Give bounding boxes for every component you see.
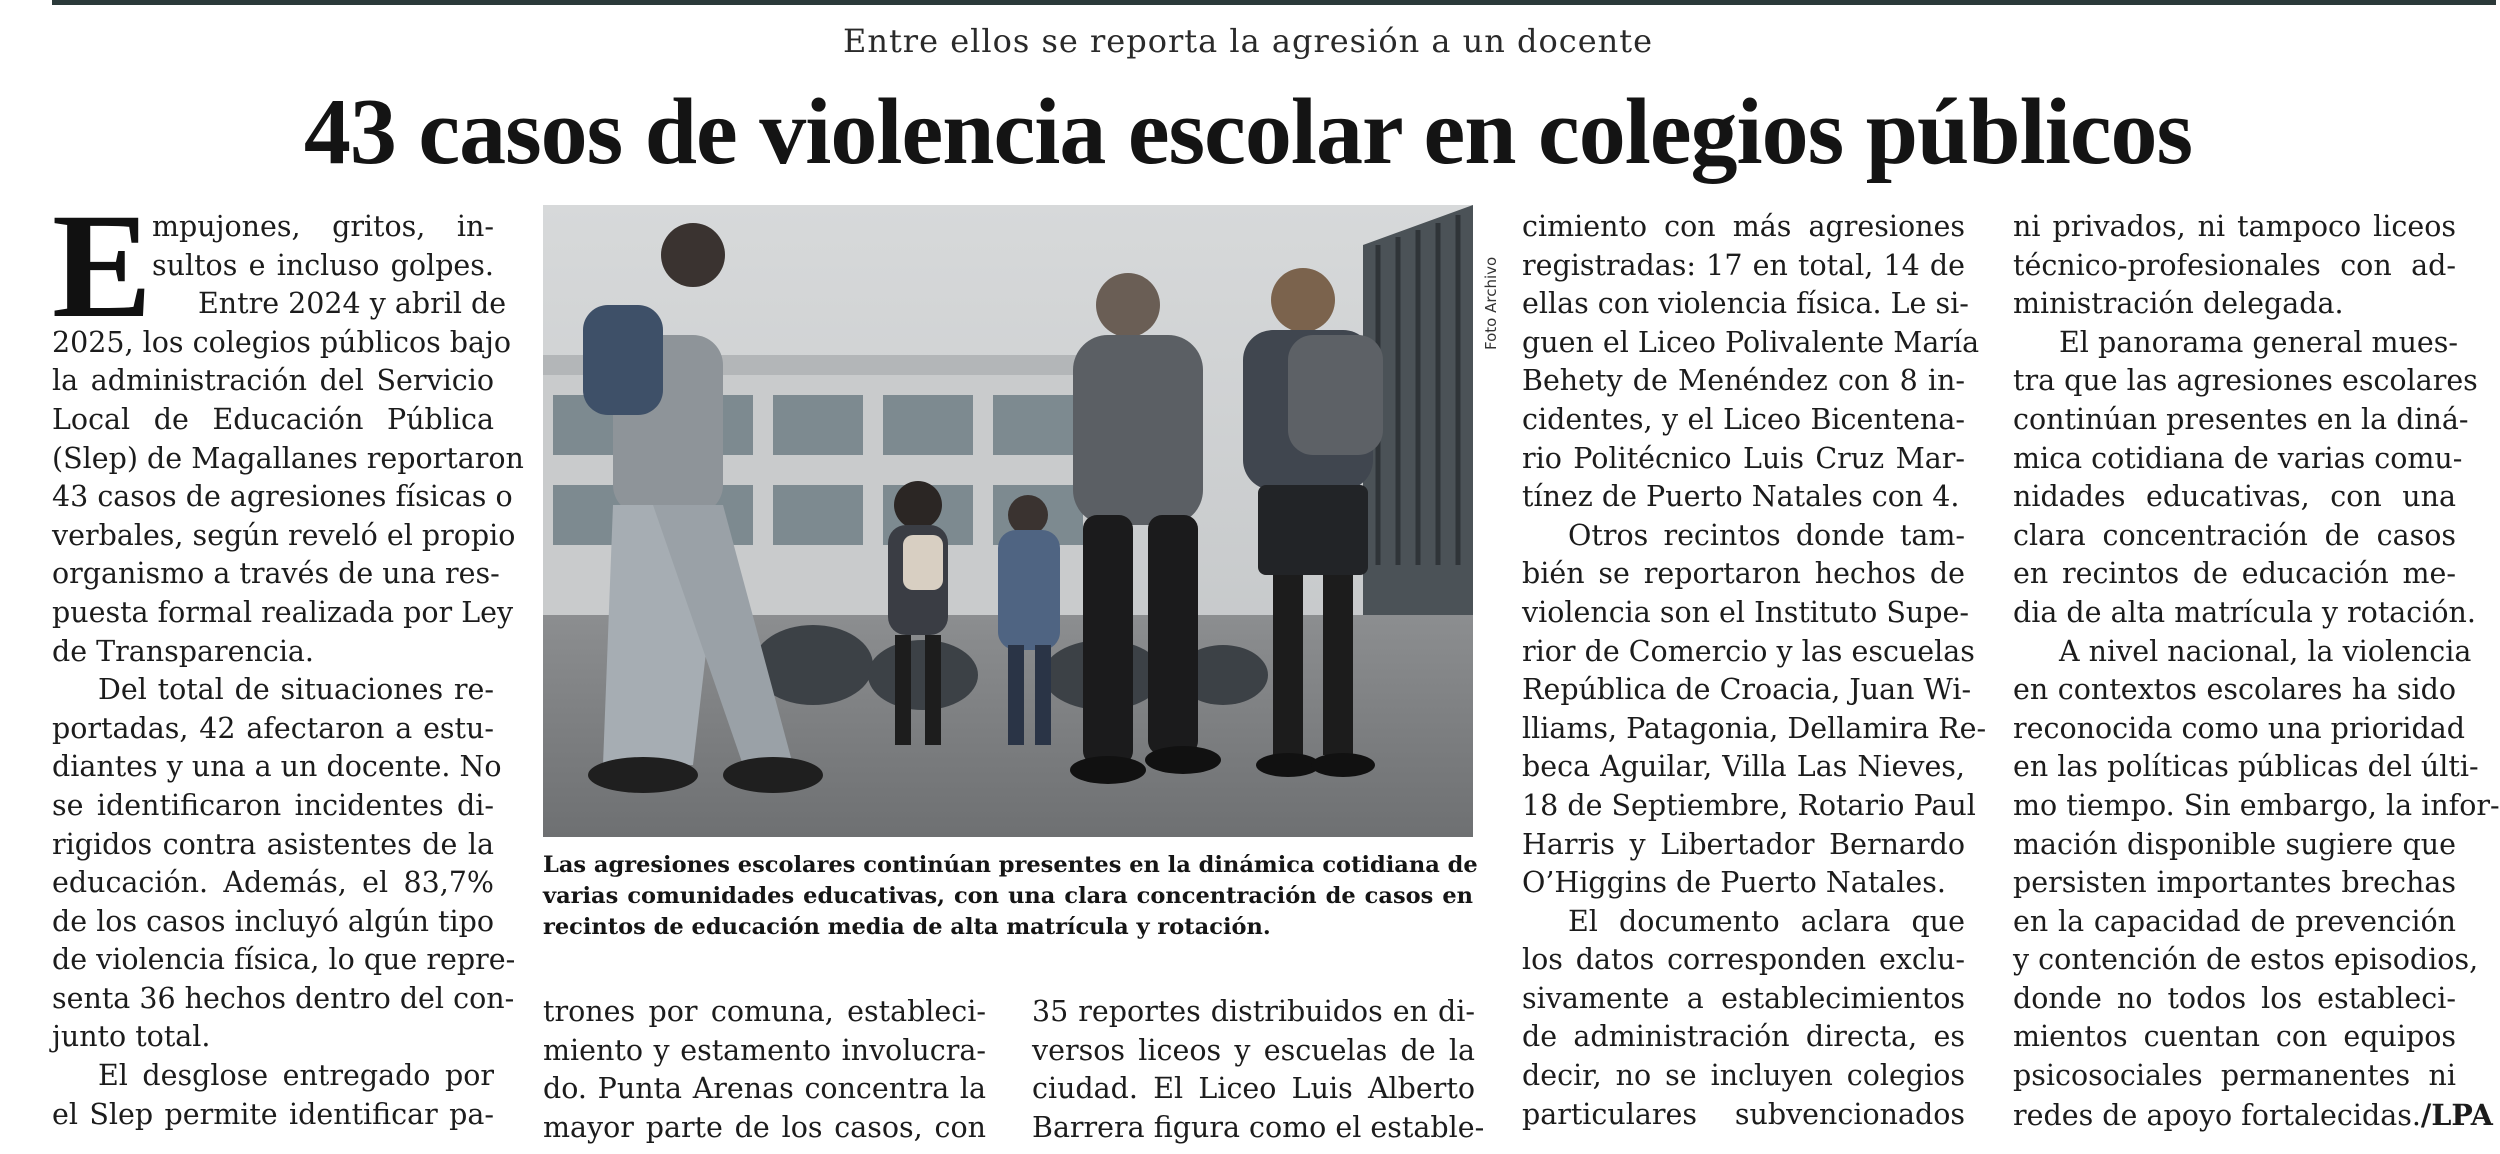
text-line: mica cotidiana de varias comu- <box>2013 441 2463 475</box>
text-line: rio Politécnico Luis Cruz Mar- <box>1522 441 1965 475</box>
top-rule <box>52 0 2496 5</box>
text-line: do. Punta Arenas concentra la <box>543 1072 986 1106</box>
kicker: Entre ellos se reporta la agresión a un docente <box>842 22 1654 60</box>
text-line: dia de alta matrícula y rotación. <box>2013 595 2476 629</box>
students-walking-photo <box>543 205 1473 837</box>
text-line: (Slep) de Magallanes reportaron <box>52 441 524 475</box>
text-line: recintos de educación media de alta matrícula y rotación. <box>543 914 1271 940</box>
text-line: 2025, los colegios públicos bajo <box>52 325 512 359</box>
text-line: ciudad. El Liceo Luis Alberto <box>1032 1072 1475 1106</box>
text-line: cidentes, y el Liceo Bicentena- <box>1522 402 1965 436</box>
text-line: redes de apoyo fortalecidas./LPA <box>2013 1097 2493 1132</box>
text-line: 18 de Septiembre, Rotario Paul <box>1522 788 1976 822</box>
text-line: junto total. <box>52 1020 211 1054</box>
text-line: nidades educativas, con una <box>2013 480 2456 514</box>
text-line: sivamente a establecimientos <box>1522 981 1965 1015</box>
text-line: organismo a través de una res- <box>52 557 500 591</box>
text-line: rior de Comercio y las escuelas <box>1522 634 1975 668</box>
photo-credit: Foto Archivo <box>1482 256 1500 350</box>
text-line: de Transparencia. <box>52 634 314 668</box>
text-line: tínez de Puerto Natales con 4. <box>1522 480 1960 514</box>
text-line: O’Higgins de Puerto Natales. <box>1522 866 1946 900</box>
drop-cap: E <box>52 183 153 349</box>
text-line: mientos cuentan con equipos <box>2013 1020 2456 1054</box>
text-line: de los casos incluyó algún tipo <box>52 904 494 938</box>
text-line: El desglose entregado por <box>98 1059 494 1093</box>
text-line: versos liceos y escuelas de la <box>1032 1033 1475 1067</box>
text-line: donde no todos los estableci- <box>2013 981 2456 1015</box>
text-line: y contención de estos episodios, <box>2013 943 2479 977</box>
text-line: puesta formal realizada por Ley <box>52 595 514 629</box>
text-line: guen el Liceo Polivalente María <box>1522 325 1980 359</box>
text-line: Del total de situaciones re- <box>98 673 494 707</box>
text-line: cimiento con más agresiones <box>1522 210 1965 243</box>
text-line: violencia son el Instituto Supe- <box>1522 595 1969 629</box>
text-line: ni privados, ni tampoco liceos <box>2013 210 2456 243</box>
text-line: bién se reportaron hechos de <box>1522 557 1965 591</box>
text-line: República de Croacia, Juan Wi- <box>1522 673 1972 707</box>
text-line: miento y estamento involucra- <box>543 1033 986 1067</box>
text-line: portadas, 42 afectaron a estu- <box>52 711 494 745</box>
text-line: tra que las agresiones escolares <box>2013 364 2478 398</box>
text-line: el Slep permite identificar pa- <box>52 1097 494 1131</box>
text-line: ministración delegada. <box>2013 287 2344 321</box>
text-line: la administración del Servicio <box>52 364 494 398</box>
text-line: los datos corresponden exclu- <box>1522 943 1965 977</box>
text-line: persisten importantes brechas <box>2013 866 2456 900</box>
text-line: mpujones, gritos, in- <box>152 210 494 243</box>
text-line: en recintos de educación me- <box>2013 557 2456 591</box>
text-line: Las agresiones escolares continúan presentes en la dinámica cotidiana de <box>543 852 1478 878</box>
text-line: decir, no se incluyen colegios <box>1522 1059 1965 1093</box>
text-line: reconocida como una prioridad <box>2013 711 2465 745</box>
text-line: en las políticas públicas del últi- <box>2013 750 2479 784</box>
text-line: psicosociales permanentes ni <box>2013 1059 2456 1093</box>
text-line: continúan presentes en la diná- <box>2013 402 2469 436</box>
text-line: de violencia física, lo que repre- <box>52 943 516 977</box>
text-line: educación. Además, el 83,7% <box>52 866 494 900</box>
headline: 43 casos de violencia escolar en colegios públicos <box>303 80 2193 184</box>
article-column-5 <box>2013 208 2500 1135</box>
text-line: mación disponible sugiere que <box>2013 827 2456 861</box>
text-line: El documento aclara que <box>1568 904 1965 938</box>
photo-caption <box>543 850 1478 943</box>
text-line: verbales, según reveló el propio <box>52 518 516 552</box>
text-line: Behety de Menéndez con 8 in- <box>1522 364 1965 398</box>
text-line: rigidos contra asistentes de la <box>52 827 494 861</box>
text-line: senta 36 hechos dentro del con- <box>52 981 515 1015</box>
text-line: registradas: 17 en total, 14 de <box>1522 248 1965 282</box>
author-signature: /LPA <box>2420 1097 2493 1132</box>
text-line: 43 casos de agresiones físicas o <box>52 480 513 514</box>
text-line: varias comunidades educativas, con una clara concentración de casos en <box>543 883 1473 909</box>
text-line: sultos e incluso golpes. <box>152 248 494 282</box>
article-column-1 <box>52 183 524 1134</box>
text-line: A nivel nacional, la violencia <box>2059 634 2472 668</box>
text-line: Otros recintos donde tam- <box>1568 518 1965 552</box>
text-line: en contextos escolares ha sido <box>2013 673 2456 707</box>
text-line: Barrera figura como el estable- <box>1032 1110 1485 1144</box>
text-line: clara concentración de casos <box>2013 518 2456 552</box>
text-line: Local de Educación Pública <box>52 402 494 436</box>
text-line: diantes y una a un docente. No <box>52 750 502 784</box>
column-1-body <box>52 324 524 1134</box>
text-line: mo tiempo. Sin embargo, la infor- <box>2013 788 2500 822</box>
text-line: particulares subvencionados <box>1522 1097 1965 1131</box>
text-line: beca Aguilar, Villa Las Nieves, <box>1522 750 1965 784</box>
article-column-2 <box>543 993 986 1147</box>
text-line: técnico-profesionales con ad- <box>2013 248 2456 282</box>
text-line: 35 reportes distribuidos en di- <box>1032 995 1475 1028</box>
text-line: trones por comuna, estableci- <box>543 995 986 1028</box>
article-column-3 <box>1032 993 1485 1147</box>
text-line: El panorama general mues- <box>2059 325 2459 359</box>
text-line: en la capacidad de prevención <box>2013 904 2456 938</box>
text-line: lliams, Patagonia, Dellamira Re- <box>1522 711 1987 745</box>
text-line: Entre 2024 y abril de <box>198 287 507 321</box>
text-line: Harris y Libertador Bernardo <box>1522 827 1965 861</box>
article-column-4 <box>1522 208 1987 1134</box>
news-photo <box>543 205 1473 837</box>
text-line: de administración directa, es <box>1522 1020 1965 1054</box>
text-line: mayor parte de los casos, con <box>543 1110 986 1144</box>
text-line: se identificaron incidentes di- <box>52 788 494 822</box>
text-line: ellas con violencia física. Le si- <box>1522 287 1969 321</box>
